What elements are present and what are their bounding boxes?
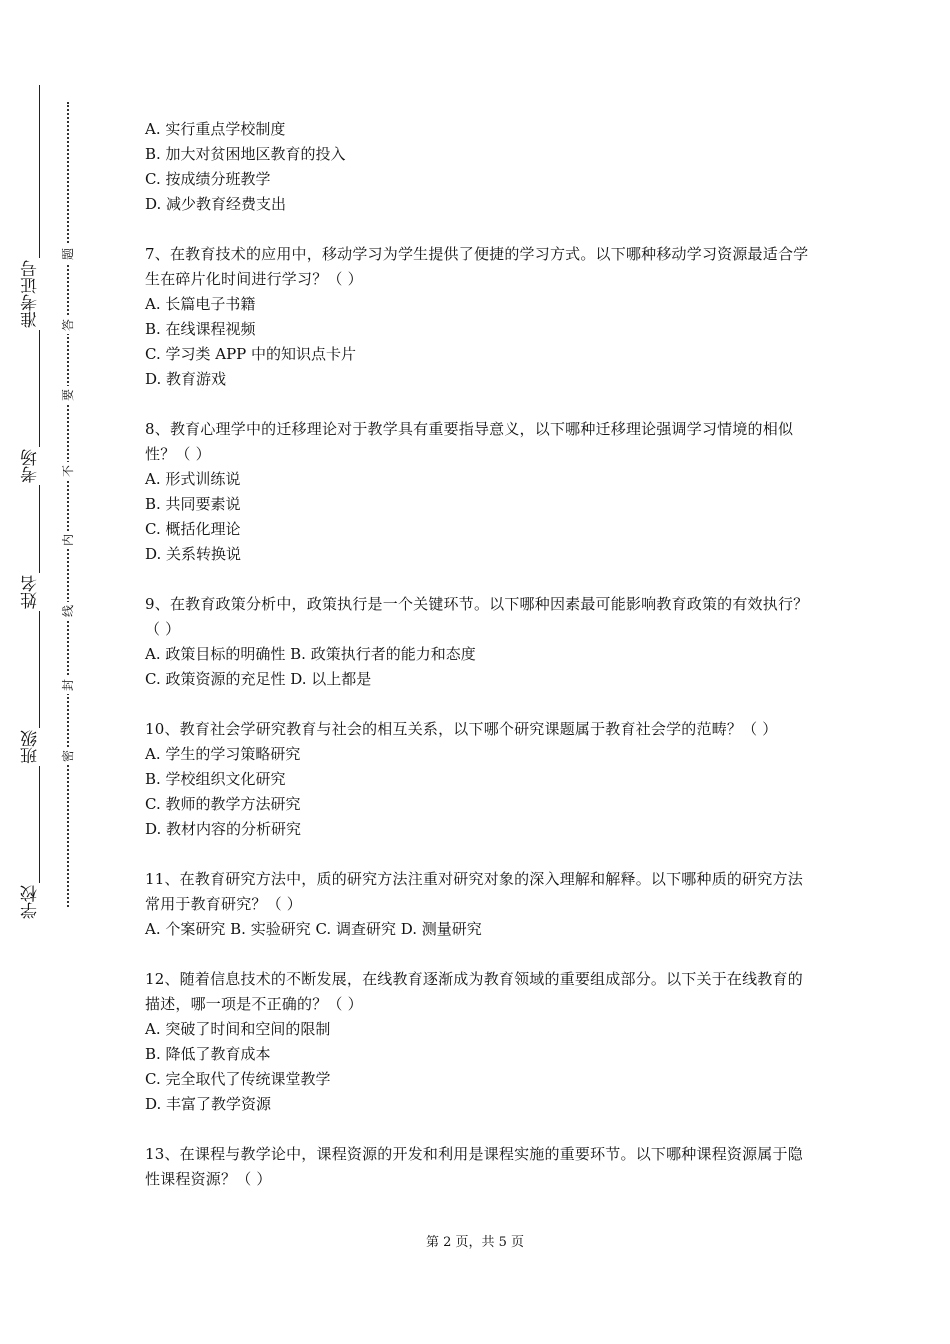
option: D. 减少教育经费支出: [145, 195, 287, 213]
binding-label-exam-room: 考场: [22, 447, 46, 485]
question-stem: 13、在课程与教学论中，课程资源的开发和利用是课程实施的重要环节。以下哪种课程资源属于隐性课程资源？（ ）: [145, 1145, 803, 1188]
option: A. 学生的学习策略研究: [145, 745, 301, 763]
option: A. 形式训练说: [145, 470, 241, 488]
binding-label-exam-number: 准考证号: [22, 258, 46, 330]
option: B. 学校组织文化研究: [145, 770, 286, 788]
page-footer: 第 2 页，共 5 页: [425, 1235, 525, 1250]
binding-dotted-line: [67, 102, 69, 907]
option: C. 概括化理论: [145, 520, 241, 538]
option: C. 教师的教学方法研究: [145, 795, 301, 813]
question-13: [145, 1142, 815, 1192]
option: D. 关系转换说: [145, 545, 242, 563]
question-8: [145, 417, 815, 567]
option: A. 突破了时间和空间的限制: [145, 1020, 331, 1038]
seal-char: 线: [59, 602, 77, 620]
option: A. 长篇电子书籍: [145, 295, 256, 313]
binding-margin: [0, 0, 120, 1344]
seal-char: 不: [59, 462, 77, 480]
option: C. 政策资源的充足性 D. 以上都是: [145, 670, 372, 688]
option: A. 政策目标的明确性 B. 政策执行者的能力和态度: [145, 645, 476, 663]
seal-char: 题: [59, 245, 77, 263]
option: B. 在线课程视频: [145, 320, 256, 338]
question-stem: 10、教育社会学研究教育与社会的相互关系，以下哪个研究课题属于教育社会学的范畴？（ ）: [145, 720, 778, 738]
binding-solid-line: [39, 85, 40, 905]
seal-char: 封: [59, 676, 77, 694]
question-12: [145, 967, 815, 1117]
option: D. 教材内容的分析研究: [145, 820, 302, 838]
question-stem: 12、随着信息技术的不断发展，在线教育逐渐成为教育领域的重要组成部分。以下关于在线教育的描述，哪一项是不正确的？（ ）: [145, 970, 803, 1013]
question-stem: 11、在教育研究方法中，质的研究方法注重对研究对象的深入理解和解释。以下哪种质的研究方法常用于教育研究？（ ）: [145, 870, 803, 913]
option: A. 个案研究 B. 实验研究 C. 调查研究 D. 测量研究: [145, 920, 482, 938]
option: C. 按成绩分班教学: [145, 170, 271, 188]
seal-char: 答: [59, 316, 77, 334]
option: C. 完全取代了传统课堂教学: [145, 1070, 331, 1088]
exam-content: [145, 117, 815, 1192]
option: C. 学习类 APP 中的知识点卡片: [145, 345, 357, 363]
carryover-options: [145, 117, 815, 217]
seal-char: 要: [59, 386, 77, 404]
question-9: [145, 592, 815, 692]
seal-char: 密: [59, 747, 77, 765]
option: D. 教育游戏: [145, 370, 227, 388]
option: B. 共同要素说: [145, 495, 241, 513]
binding-label-school: 学校: [22, 883, 46, 921]
option: B. 加大对贫困地区教育的投入: [145, 145, 346, 163]
seal-char: 内: [59, 531, 77, 549]
question-stem: 8、教育心理学中的迁移理论对于教学具有重要指导意义，以下哪种迁移理论强调学习情境的相似性？（ ）: [145, 420, 794, 463]
binding-label-name: 姓名: [22, 573, 46, 611]
question-stem: 7、在教育技术的应用中，移动学习为学生提供了便捷的学习方式。以下哪种移动学习资源最适合学生在碎片化时间进行学习？（ ）: [145, 245, 809, 288]
option: D. 丰富了教学资源: [145, 1095, 272, 1113]
option: B. 降低了教育成本: [145, 1045, 271, 1063]
question-stem: 9、在教育政策分析中，政策执行是一个关键环节。以下哪种因素最可能影响教育政策的有效执行？（ ）: [145, 595, 809, 638]
question-10: [145, 717, 815, 842]
binding-label-class: 班级: [22, 728, 46, 766]
question-7: [145, 242, 815, 392]
option: A. 实行重点学校制度: [145, 120, 286, 138]
question-11: [145, 867, 815, 942]
